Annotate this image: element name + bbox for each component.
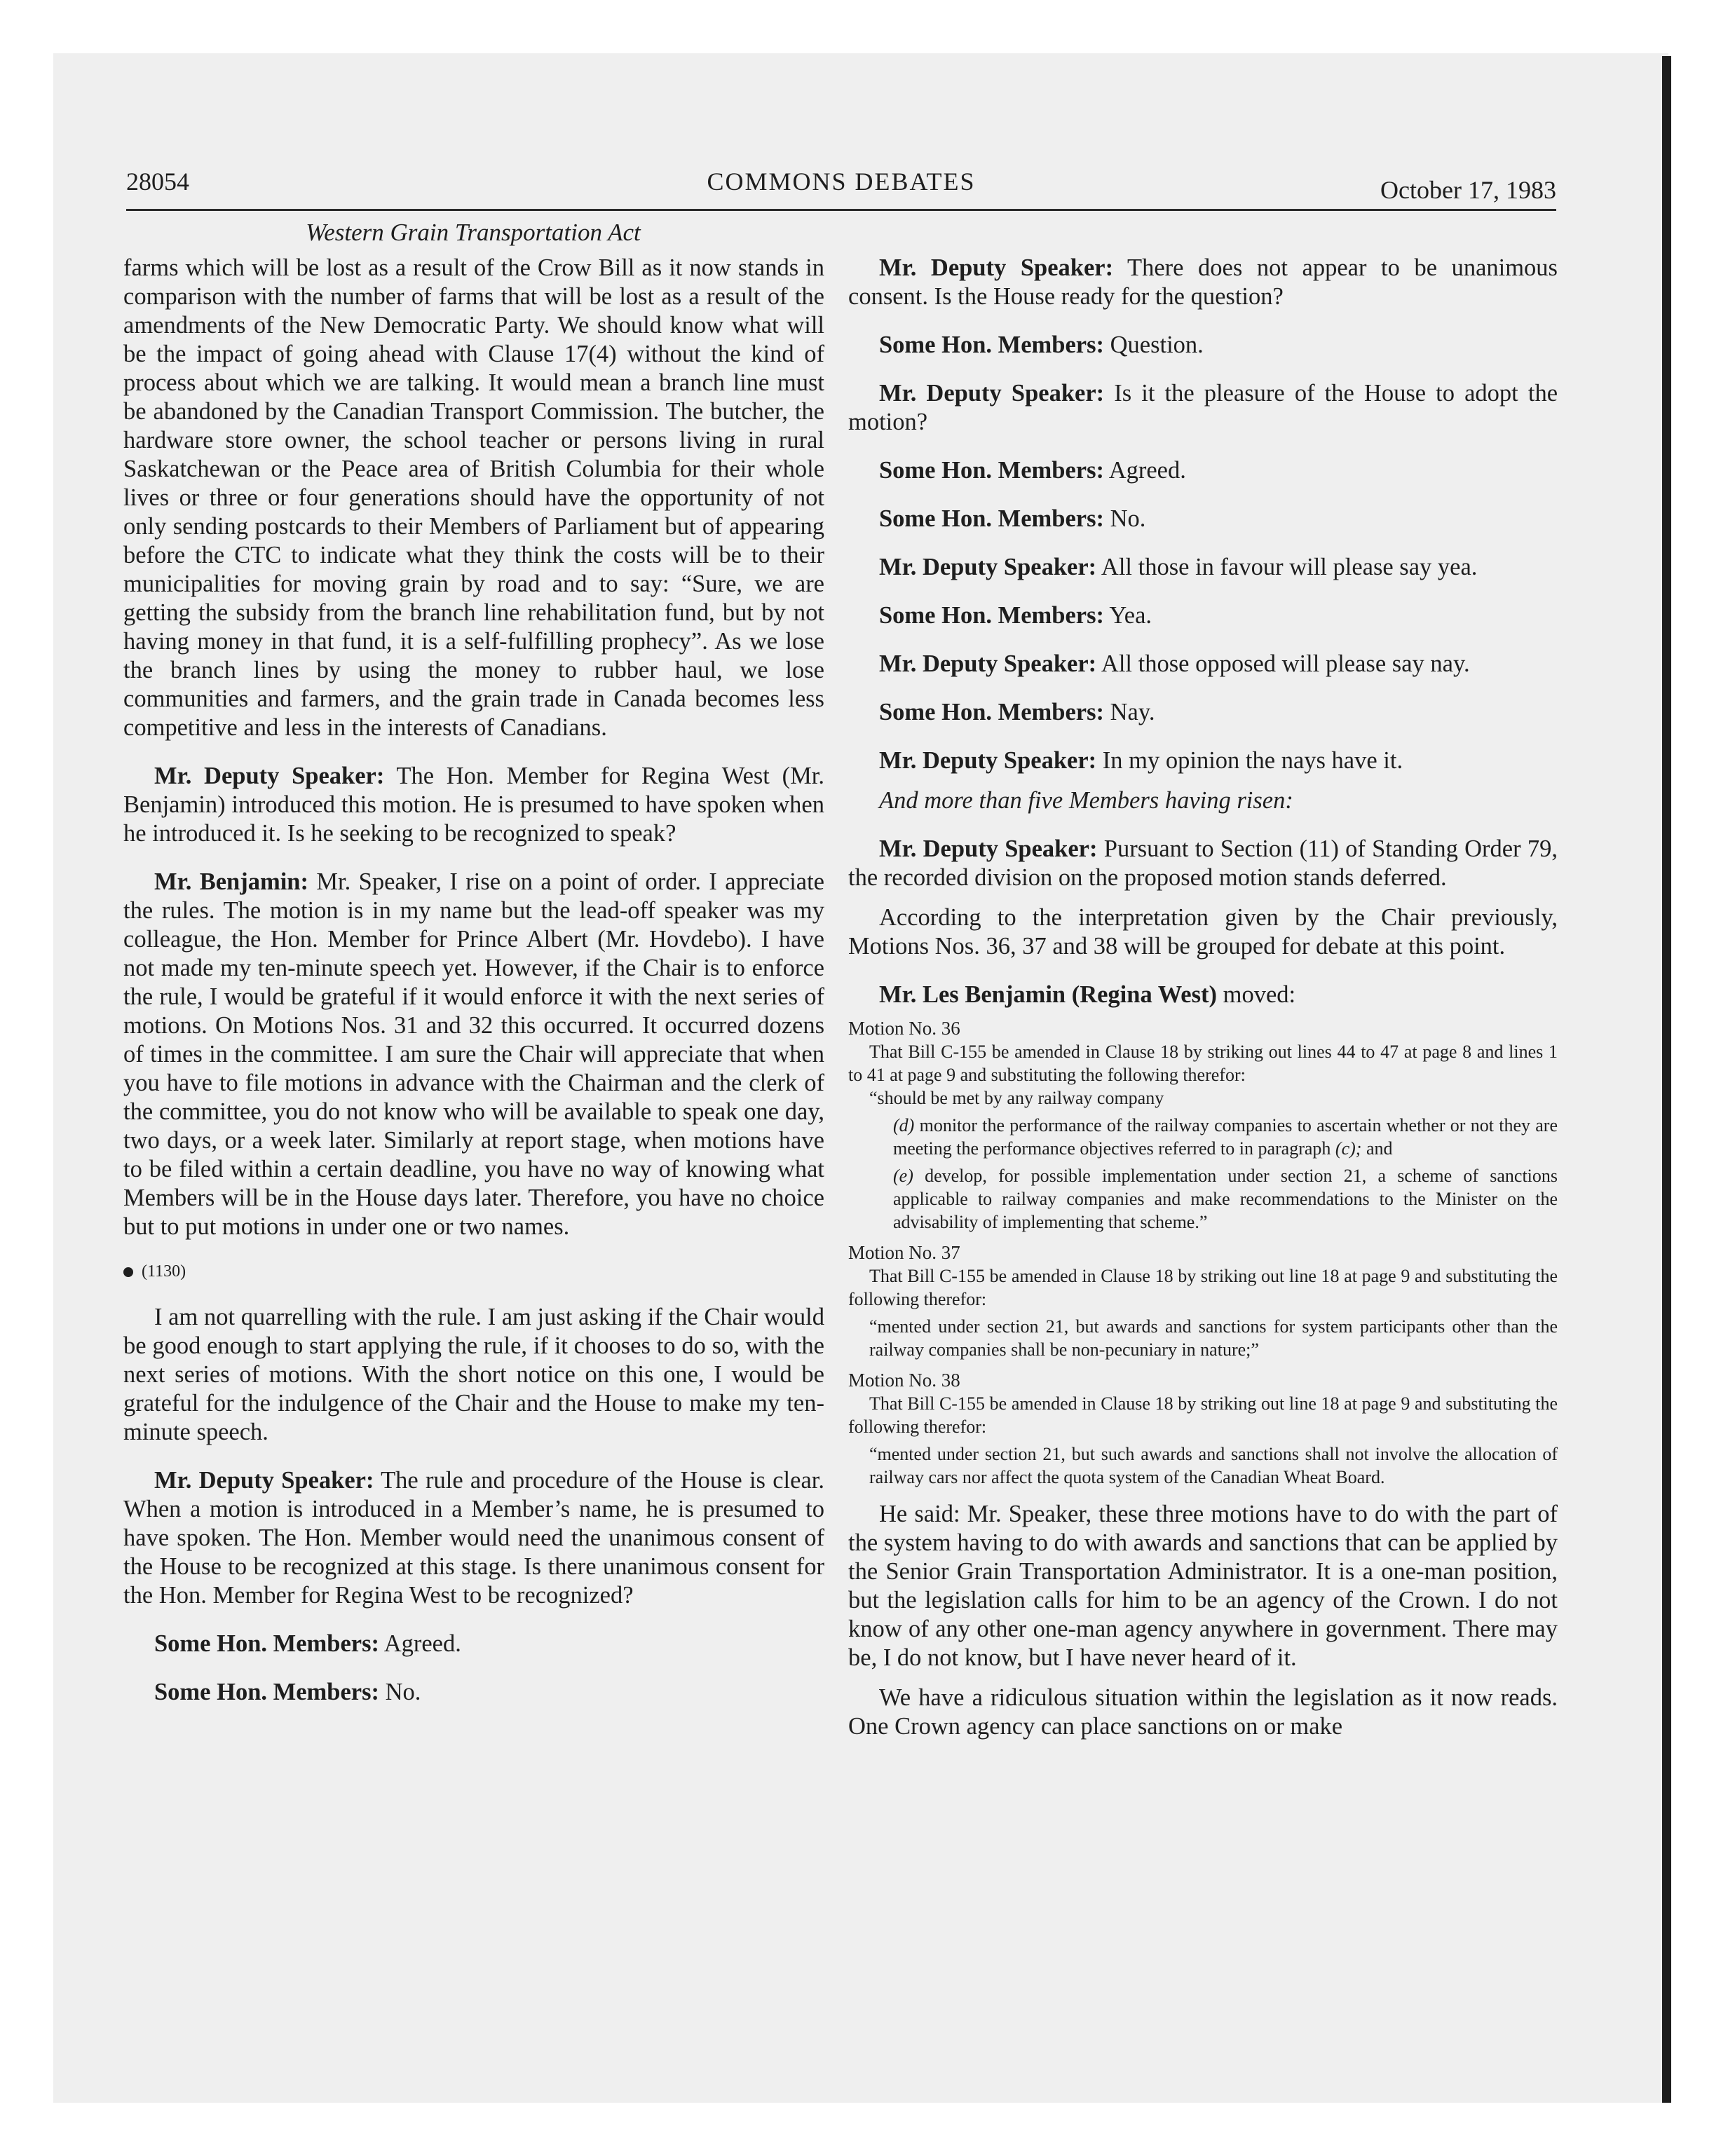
- clause-text: and: [1366, 1138, 1393, 1159]
- speaker-name: Some Hon. Members:: [879, 332, 1104, 358]
- page-date: October 17, 1983: [1380, 176, 1556, 204]
- speaker-name: Mr. Deputy Speaker:: [879, 835, 1098, 862]
- clause-ref: (c);: [1335, 1138, 1362, 1159]
- speaker-name: Mr. Les Benjamin (Regina West): [879, 981, 1218, 1008]
- speech-deputy-speaker: [123, 762, 824, 848]
- clause-letter: (e): [893, 1166, 913, 1186]
- paragraph: farms which will be lost as a result of the Crow Bill as it now stands in comparison with the number of farms that will be lost as a result of the amendments of the New Democratic Party. We should know what will be the impact of going ahead with Clause 17(4) without the kind of process about which we are talking. It would mean a branch line must be abandoned by the Canadian Transport Commission. The butcher, the hardware store owner, the school teacher or persons living in rural Saskatchewan or the Peace area of British Columbia for their whole lives or three or four generations should have the opportunity of not only sending postcards to their Members of Parliament but of appearing before the CTC to indicate what they think the costs will be to their municipalities for moving grain by road and to say: “Sure, we are getting the subsidy from the branch line rehabilitation fund, but by not having money in that fund, it is a self-fulfilling prophecy”. As we lose the branch lines by using the money to rubber haul, we lose communities and farmers, and the grain trade in Canada becomes less competitive and less in the interests of Canadians.: [123, 254, 824, 741]
- speech-deputy-speaker: [123, 1466, 824, 1610]
- speech-text: Yea.: [1109, 602, 1152, 629]
- speech-benjamin-moved: [848, 981, 1558, 1009]
- bullet-icon: [123, 1267, 133, 1277]
- motion-quote: “mented under section 21, but such awards and sanctions shall not involve the allocation of railway cars nor affect the quota system of the Canadian Wheat Board.: [869, 1444, 1558, 1487]
- speech-text: The rule and procedure of the House is clear. When a motion is introduced in a Member’s name, he is presumed to have spoken. The Hon. Member would need the unanimous consent of the House to be recognized at this stage. Is there unanimous consent for the Hon. Member for Regina West to be recognized?: [123, 1467, 824, 1609]
- speech-members: [848, 698, 1558, 727]
- left-column: [123, 254, 824, 1707]
- paragraph: We have a ridiculous situation within the legislation as it now reads. One Crown agency can place sanctions on or make: [848, 1684, 1558, 1740]
- speaker-name: Mr. Deputy Speaker:: [879, 254, 1114, 281]
- stage-direction: And more than five Members having risen:: [879, 787, 1293, 814]
- time-marker-text: (1130): [142, 1262, 186, 1281]
- publication-title: COMMONS DEBATES: [707, 168, 976, 196]
- speech-text: Question.: [1110, 332, 1204, 358]
- speech-members: [123, 1678, 824, 1707]
- clause-text: develop, for possible implementation under section 21, a scheme of sanctions applicable to railway companies and make recommendations to the Minister on the advisability of implementing that scheme.”: [893, 1166, 1558, 1232]
- speech-deputy-speaker: [848, 254, 1558, 311]
- clause-letter: (d): [893, 1115, 915, 1135]
- speech-text: moved:: [1223, 981, 1296, 1008]
- time-marker: [123, 1260, 824, 1283]
- speech-text: Nay.: [1110, 699, 1155, 725]
- speech-text: In my opinion the nays have it.: [1102, 747, 1403, 774]
- speaker-name: Mr. Deputy Speaker:: [879, 554, 1097, 580]
- speech-members: [848, 601, 1558, 630]
- clause-text: monitor the performance of the railway companies to ascertain whether or not they are meeting the performance objectives referred to in paragraph: [893, 1115, 1558, 1159]
- motion-quote: “should be met by any railway company: [869, 1088, 1164, 1108]
- motion-quote: [848, 1164, 1558, 1234]
- page-header: [126, 160, 1556, 211]
- speech-text: All those opposed will please say nay.: [1101, 650, 1470, 677]
- speaker-name: Mr. Deputy Speaker:: [879, 747, 1097, 774]
- speaker-name: Some Hon. Members:: [879, 699, 1104, 725]
- speech-deputy-speaker: [848, 650, 1558, 678]
- speech-text: All those in favour will please say yea.: [1101, 554, 1478, 580]
- speech-text: The Hon. Member for Regina West (Mr. Benjamin) introduced this motion. He is presumed to have spoken when he introduced it. Is he seeking to be recognized to speak?: [123, 763, 824, 847]
- page-edge-shadow: [1662, 56, 1671, 2103]
- speaker-name: Some Hon. Members:: [154, 1630, 379, 1657]
- motion-heading: Motion No. 36: [848, 1018, 960, 1039]
- motion-text: That Bill C-155 be amended in Clause 18 by striking out line 18 at page 9 and substituting the following therefor:: [848, 1393, 1558, 1437]
- page-number: 28054: [126, 168, 189, 196]
- motion-heading: Motion No. 37: [848, 1242, 960, 1263]
- speaker-name: Mr. Deputy Speaker:: [879, 380, 1105, 407]
- speaker-name: Some Hon. Members:: [879, 505, 1104, 532]
- speech-deputy-speaker: [848, 746, 1558, 775]
- speech-text: Agreed.: [1108, 457, 1186, 484]
- speech-deputy-speaker: [848, 379, 1558, 437]
- motion-text: That Bill C-155 be amended in Clause 18 by striking out line 18 at page 9 and substituting the following therefor:: [848, 1266, 1558, 1309]
- speaker-name: Some Hon. Members:: [154, 1679, 379, 1705]
- speech-text: No.: [385, 1679, 421, 1705]
- motion-quote: “mented under section 21, but awards and sanctions for system participants other than the railway companies shall be non-pecuniary in nature;”: [869, 1316, 1558, 1360]
- speaker-name: Some Hon. Members:: [879, 457, 1104, 484]
- speaker-name: Some Hon. Members:: [879, 602, 1104, 629]
- speech-text: There does not appear to be unanimous consent. Is the House ready for the question?: [848, 254, 1558, 310]
- speech-members: [848, 505, 1558, 533]
- speaker-name: Mr. Deputy Speaker:: [154, 1467, 374, 1494]
- speech-benjamin: [123, 868, 824, 1241]
- motion-heading: Motion No. 38: [848, 1370, 960, 1391]
- speech-text: Agreed.: [383, 1630, 461, 1657]
- speech-members: [848, 456, 1558, 485]
- right-column: [848, 254, 1558, 1741]
- speech-deputy-speaker: [848, 835, 1558, 892]
- speech-members: [848, 331, 1558, 360]
- motion-quote: [848, 1114, 1558, 1160]
- motion-text: That Bill C-155 be amended in Clause 18 by striking out lines 44 to 47 at page 8 and lines 1 to 41 at page 9 and substituting the following therefor:: [848, 1042, 1558, 1085]
- paragraph: I am not quarrelling with the rule. I am just asking if the Chair would be good enough to start applying the rule, if it chooses to do so, with the next series of motions. With the short notice on this one, I would be grateful for the indulgence of the Chair and the House to make my ten-minute speech.: [123, 1304, 824, 1445]
- paragraph: He said: Mr. Speaker, these three motions have to do with the part of the system having to do with awards and sanctions that can be applied by the Senior Grain Transportation Administrator. It is a one-man position, but the legislation calls for him to be an agency of the Crown. I do not know of any other one-man agency anywhere in government. There may be, I do not know, but I have never heard of it.: [848, 1501, 1558, 1671]
- speech-deputy-speaker: [848, 553, 1558, 582]
- speaker-name: Mr. Benjamin:: [154, 868, 308, 895]
- speaker-name: Mr. Deputy Speaker:: [154, 763, 385, 789]
- speech-members: [123, 1630, 824, 1658]
- section-subheading: Western Grain Transportation Act: [306, 219, 641, 246]
- speech-text: Mr. Speaker, I rise on a point of order. I appreciate the rules. The motion is in my name but the lead-off speaker was my colleague, the Hon. Member for Prince Albert (Mr. Hovdebo). I have not made my ten-minute speech yet. However, if the Chair is to enforce the rule, I would be grateful if it would enforce it with the next series of motions. On Motions Nos. 31 and 32 this occurred. It occurred dozens of times in the committee. I am sure the Chair will appreciate that when you have to file motions in advance with the Chairman and the clerk of the committee, you do not know who will be available to speak one day, two days, or a week later. Similarly at report stage, when motions have to be filed within a certain deadline, you have no way of knowing what Members will be in the House days later. Therefore, you have no choice but to put motions in under one or two names.: [123, 868, 824, 1240]
- speech-text: Pursuant to Section (11) of Standing Order 79, the recorded division on the proposed motion stands deferred.: [848, 835, 1558, 891]
- paragraph: According to the interpretation given by the Chair previously, Motions Nos. 36, 37 and 38 will be grouped for debate at this point.: [848, 904, 1558, 960]
- speech-text: No.: [1110, 505, 1146, 532]
- speaker-name: Mr. Deputy Speaker:: [879, 650, 1097, 677]
- speech-text: Is it the pleasure of the House to adopt the motion?: [848, 380, 1558, 435]
